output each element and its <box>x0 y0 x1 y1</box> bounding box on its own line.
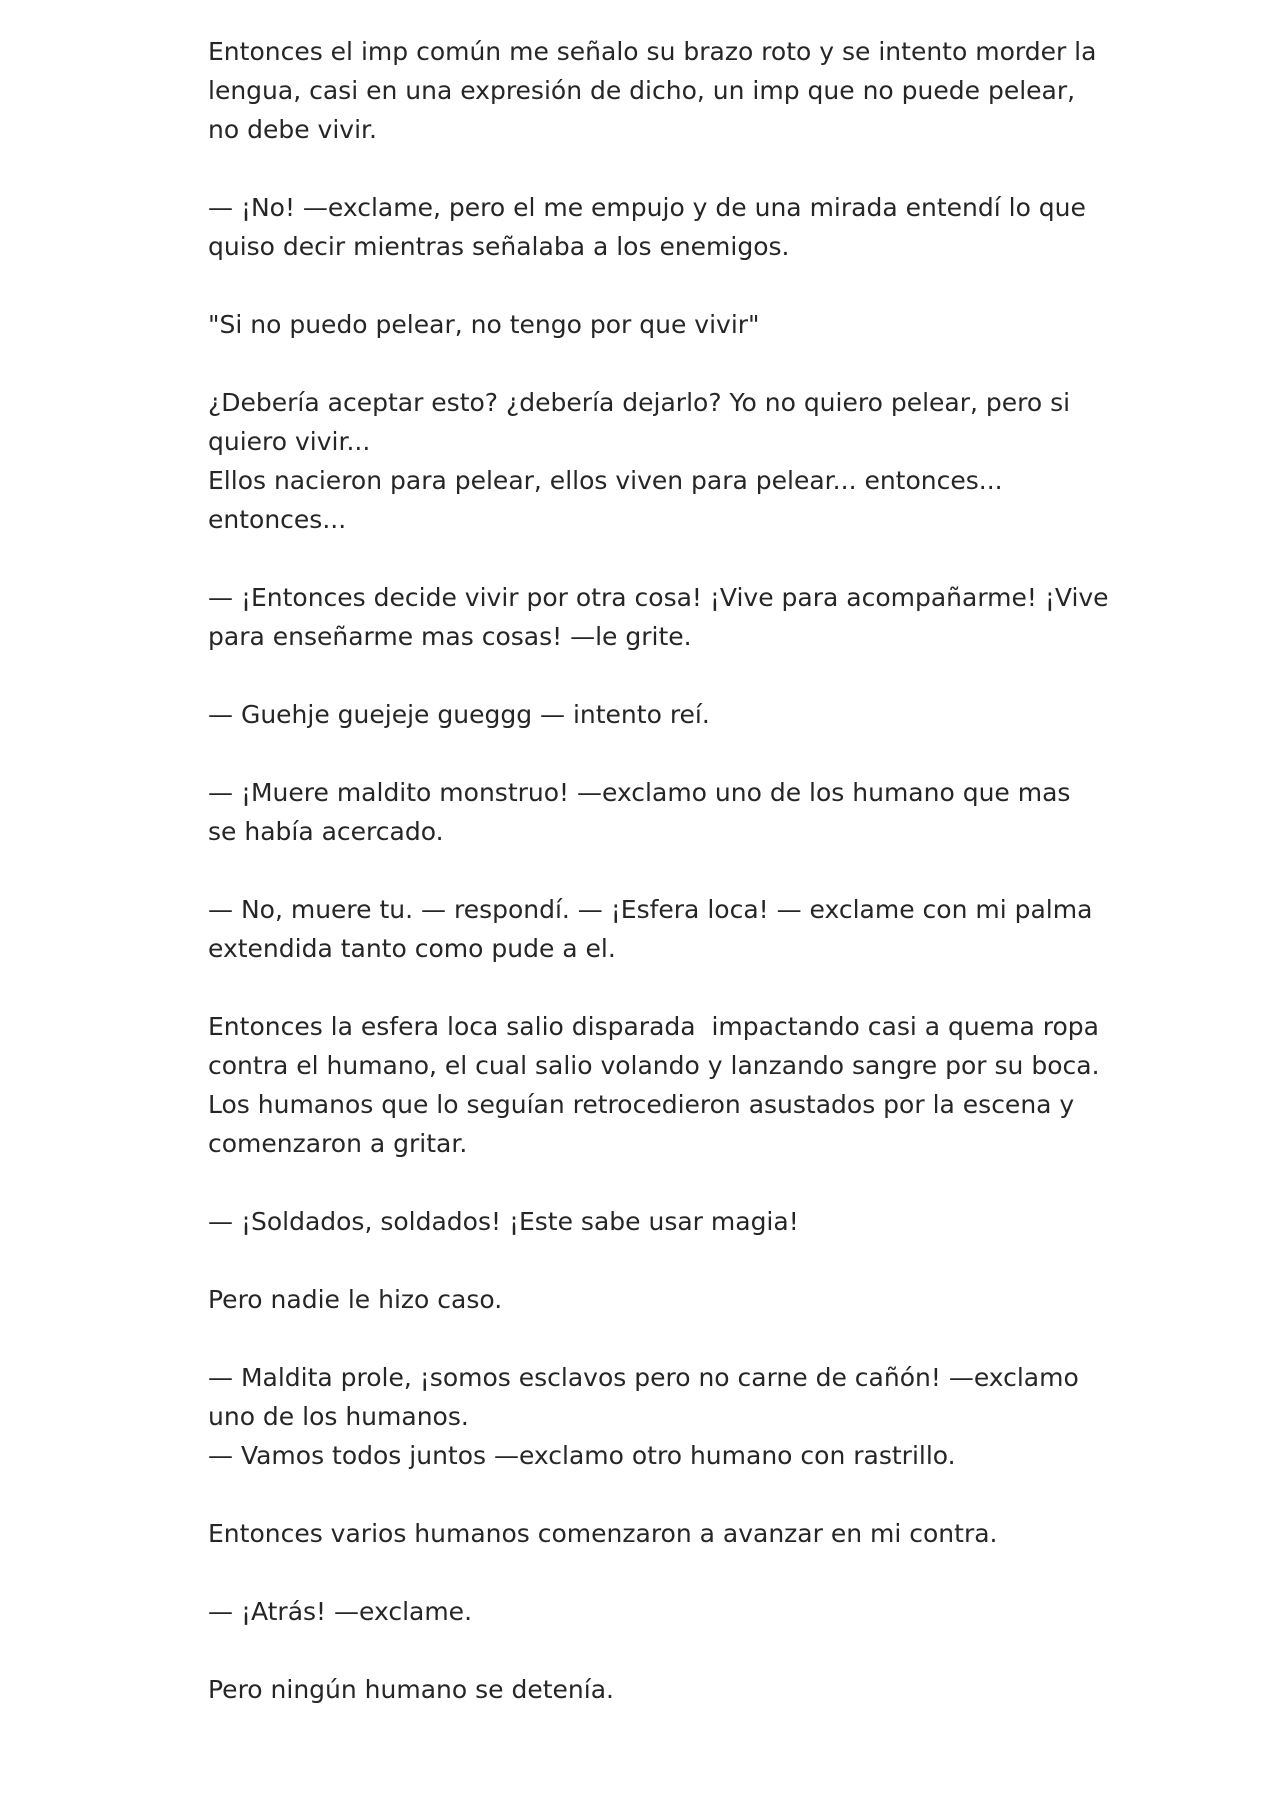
paragraph <box>208 1592 1108 1631</box>
paragraph <box>208 305 1108 344</box>
text-line: lengua, casi en una expresión de dicho, un imp que no puede pelear, <box>208 76 1076 105</box>
paragraph <box>208 383 1108 539</box>
text-line: — Vamos todos juntos —exclamo otro humano con rastrillo. <box>208 1441 956 1470</box>
paragraph <box>208 695 1108 734</box>
text-line: — ¡Soldados, soldados! ¡Este sabe usar magia! <box>208 1207 799 1236</box>
text-line: Pero ningún humano se detenía. <box>208 1675 614 1704</box>
text-line: entonces... <box>208 505 347 534</box>
text-line: quiero vivir... <box>208 427 371 456</box>
document-page <box>208 32 1108 1748</box>
text-line: extendida tanto como pude a el. <box>208 934 616 963</box>
text-line: ¿Debería aceptar esto? ¿debería dejarlo? Yo no quiero pelear, pero si <box>208 388 1071 417</box>
text-line: Los humanos que lo seguían retrocedieron asustados por la escena y <box>208 1090 1075 1119</box>
text-line: Entonces la esfera loca salio disparada impactando casi a quema ropa <box>208 1012 1099 1041</box>
paragraph <box>208 773 1108 851</box>
paragraph <box>208 1280 1108 1319</box>
text-line: contra el humano, el cual salio volando y lanzando sangre por su boca. <box>208 1051 1100 1080</box>
text-line: Entonces el imp común me señalo su brazo roto y se intento morder la <box>208 37 1097 66</box>
text-line: — ¡Muere maldito monstruo! —exclamo uno de los humano que mas <box>208 778 1071 807</box>
text-line: quiso decir mientras señalaba a los enemigos. <box>208 232 790 261</box>
text-line: — ¡Entonces decide vivir por otra cosa! ¡Vive para acompañarme! ¡Vive <box>208 583 1109 612</box>
paragraph <box>208 890 1108 968</box>
text-line: — Guehje guejeje gueggg — intento reí. <box>208 700 710 729</box>
paragraph <box>208 188 1108 266</box>
text-line: — Maldita prole, ¡somos esclavos pero no carne de cañón! —exclamo <box>208 1363 1079 1392</box>
text-line: comenzaron a gritar. <box>208 1129 468 1158</box>
paragraph <box>208 1670 1108 1709</box>
paragraph <box>208 1202 1108 1241</box>
paragraph <box>208 32 1108 149</box>
text-line: — ¡Atrás! —exclame. <box>208 1597 473 1626</box>
paragraph <box>208 1514 1108 1553</box>
text-line: — ¡No! —exclame, pero el me empujo y de una mirada entendí lo que <box>208 193 1086 222</box>
text-line: para enseñarme mas cosas! —le grite. <box>208 622 692 651</box>
text-line: Ellos nacieron para pelear, ellos viven para pelear... entonces... <box>208 466 1003 495</box>
paragraph <box>208 578 1108 656</box>
text-line: Entonces varios humanos comenzaron a avanzar en mi contra. <box>208 1519 998 1548</box>
paragraph <box>208 1007 1108 1163</box>
text-line: — No, muere tu. — respondí. — ¡Esfera loca! — exclame con mi palma <box>208 895 1093 924</box>
text-line: no debe vivir. <box>208 115 377 144</box>
paragraph <box>208 1358 1108 1475</box>
text-line: se había acercado. <box>208 817 444 846</box>
text-line: "Si no puedo pelear, no tengo por que vivir" <box>208 310 760 339</box>
text-line: uno de los humanos. <box>208 1402 469 1431</box>
text-line: Pero nadie le hizo caso. <box>208 1285 503 1314</box>
